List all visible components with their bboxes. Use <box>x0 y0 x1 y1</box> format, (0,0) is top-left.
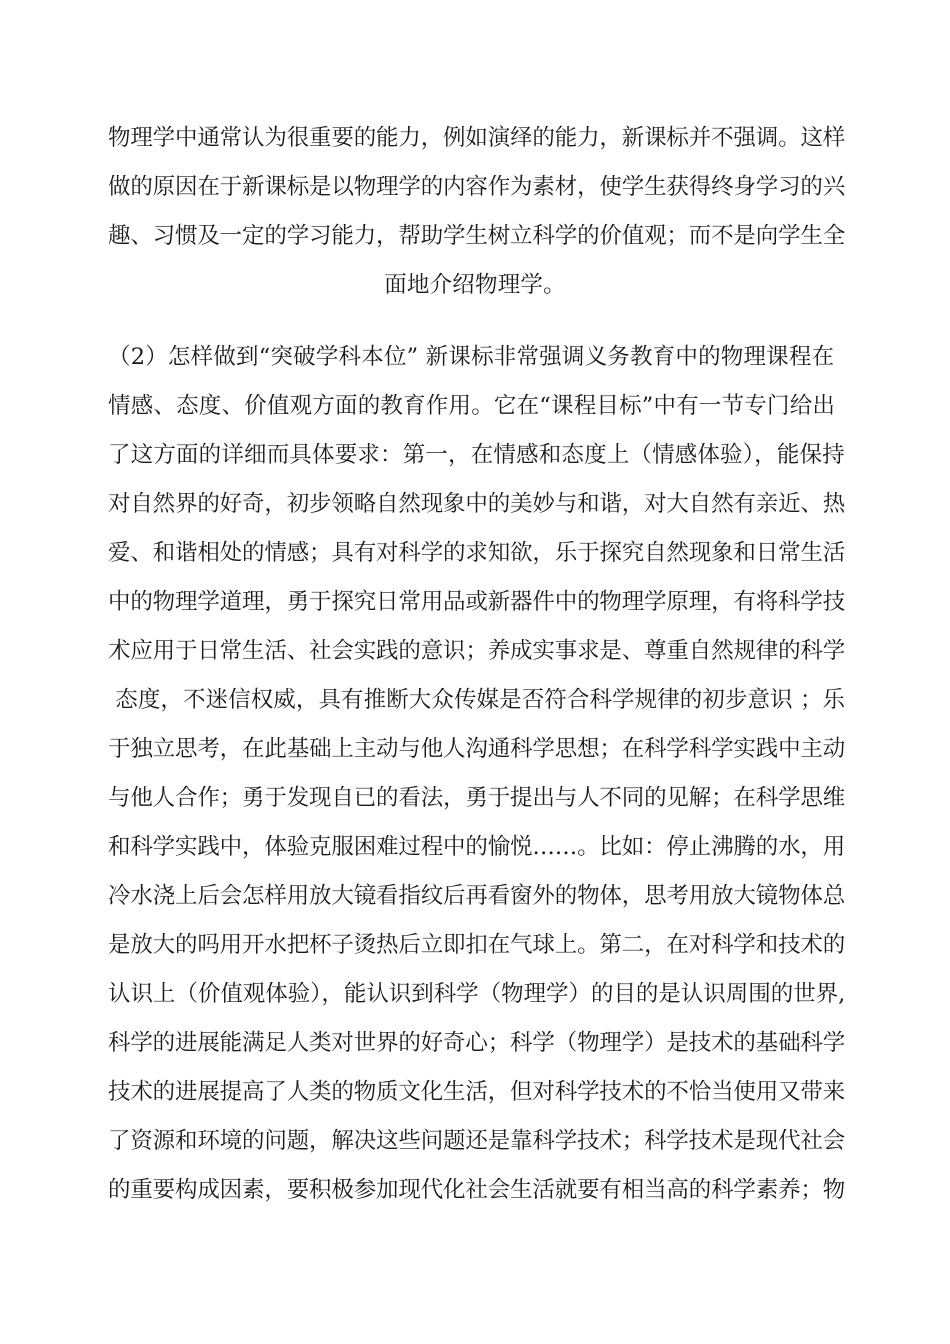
text-line: 了资源和环境的问题，解决这些问题还是靠科学技术；科学技术是现代社会 <box>108 1128 846 1154</box>
text-line: 术应用于日常生活、社会实践的意识；养成实事求是、尊重自然规律的科学 <box>108 638 846 664</box>
text-line: 认识上（价值观体验），能认识到科学（物理学）的目的是认识周围的世界, <box>108 981 846 1007</box>
text-line: 物理学中通常认为很重要的能力，例如演绎的能力，新课标并不强调。这样 <box>108 125 846 151</box>
text-line: 冷水浇上后会怎样用放大镜看指纹后再看窗外的物体，思考用放大镜物体总 <box>108 883 846 909</box>
text-line: 是放大的吗用开水把杯子烫热后立即扣在气球上。第二，在对科学和技术的 <box>108 932 846 958</box>
text-line: 中的物理学道理，勇于探究日常用品或新器件中的物理学原理，有将科学技 <box>108 589 846 615</box>
text-line: 趣、习惯及一定的学习能力，帮助学生树立科学的价值观；而不是向学生全 <box>108 223 846 249</box>
text-line: 和科学实践中，体验克服困难过程中的愉悦……。比如：停止沸腾的水，用 <box>108 834 846 860</box>
text-line: 技术的进展提高了人类的物质文化生活，但对科学技术的不恰当使用又带来 <box>108 1079 846 1105</box>
text-line: 做的原因在于新课标是以物理学的内容作为素材，使学生获得终身学习的兴 <box>108 174 846 200</box>
text-line: （2）怎样做到“突破学科本位” 新课标非常强调义务教育中的物理课程在 <box>108 344 835 370</box>
text-line: 的重要构成因素，要积极参加现代化社会生活就要有相当高的科学素养；物 <box>108 1177 846 1203</box>
text-line: 情感、态度、价值观方面的教育作用。它在“课程目标”中有一节专门给出 <box>108 393 836 419</box>
text-line: 于独立思考，在此基础上主动与他人沟通科学思想；在科学科学实践中主动 <box>108 736 846 762</box>
text-line: 了这方面的详细而具体要求：第一，在情感和态度上（情感体验），能保持 <box>108 442 845 468</box>
text-line: 与他人合作；勇于发现自已的看法，勇于提出与人不同的见解；在科学思维 <box>108 785 846 811</box>
text-line: 科学的进展能满足人类对世界的好奇心；科学（物理学）是技术的基础科学 <box>108 1030 846 1056</box>
text-line: 面地介绍物理学。 <box>384 272 566 298</box>
text-line: 爱、和谐相处的情感；具有对科学的求知欲，乐于探究自然现象和日常生活 <box>108 540 846 566</box>
text-line: 态度，不迷信权威，具有推断大众传媒是否符合科学规律的初步意识 ；乐 <box>108 687 846 713</box>
text-line: 对自然界的好奇，初步领略自然现象中的美妙与和谐，对大自然有亲近、热 <box>108 491 846 517</box>
